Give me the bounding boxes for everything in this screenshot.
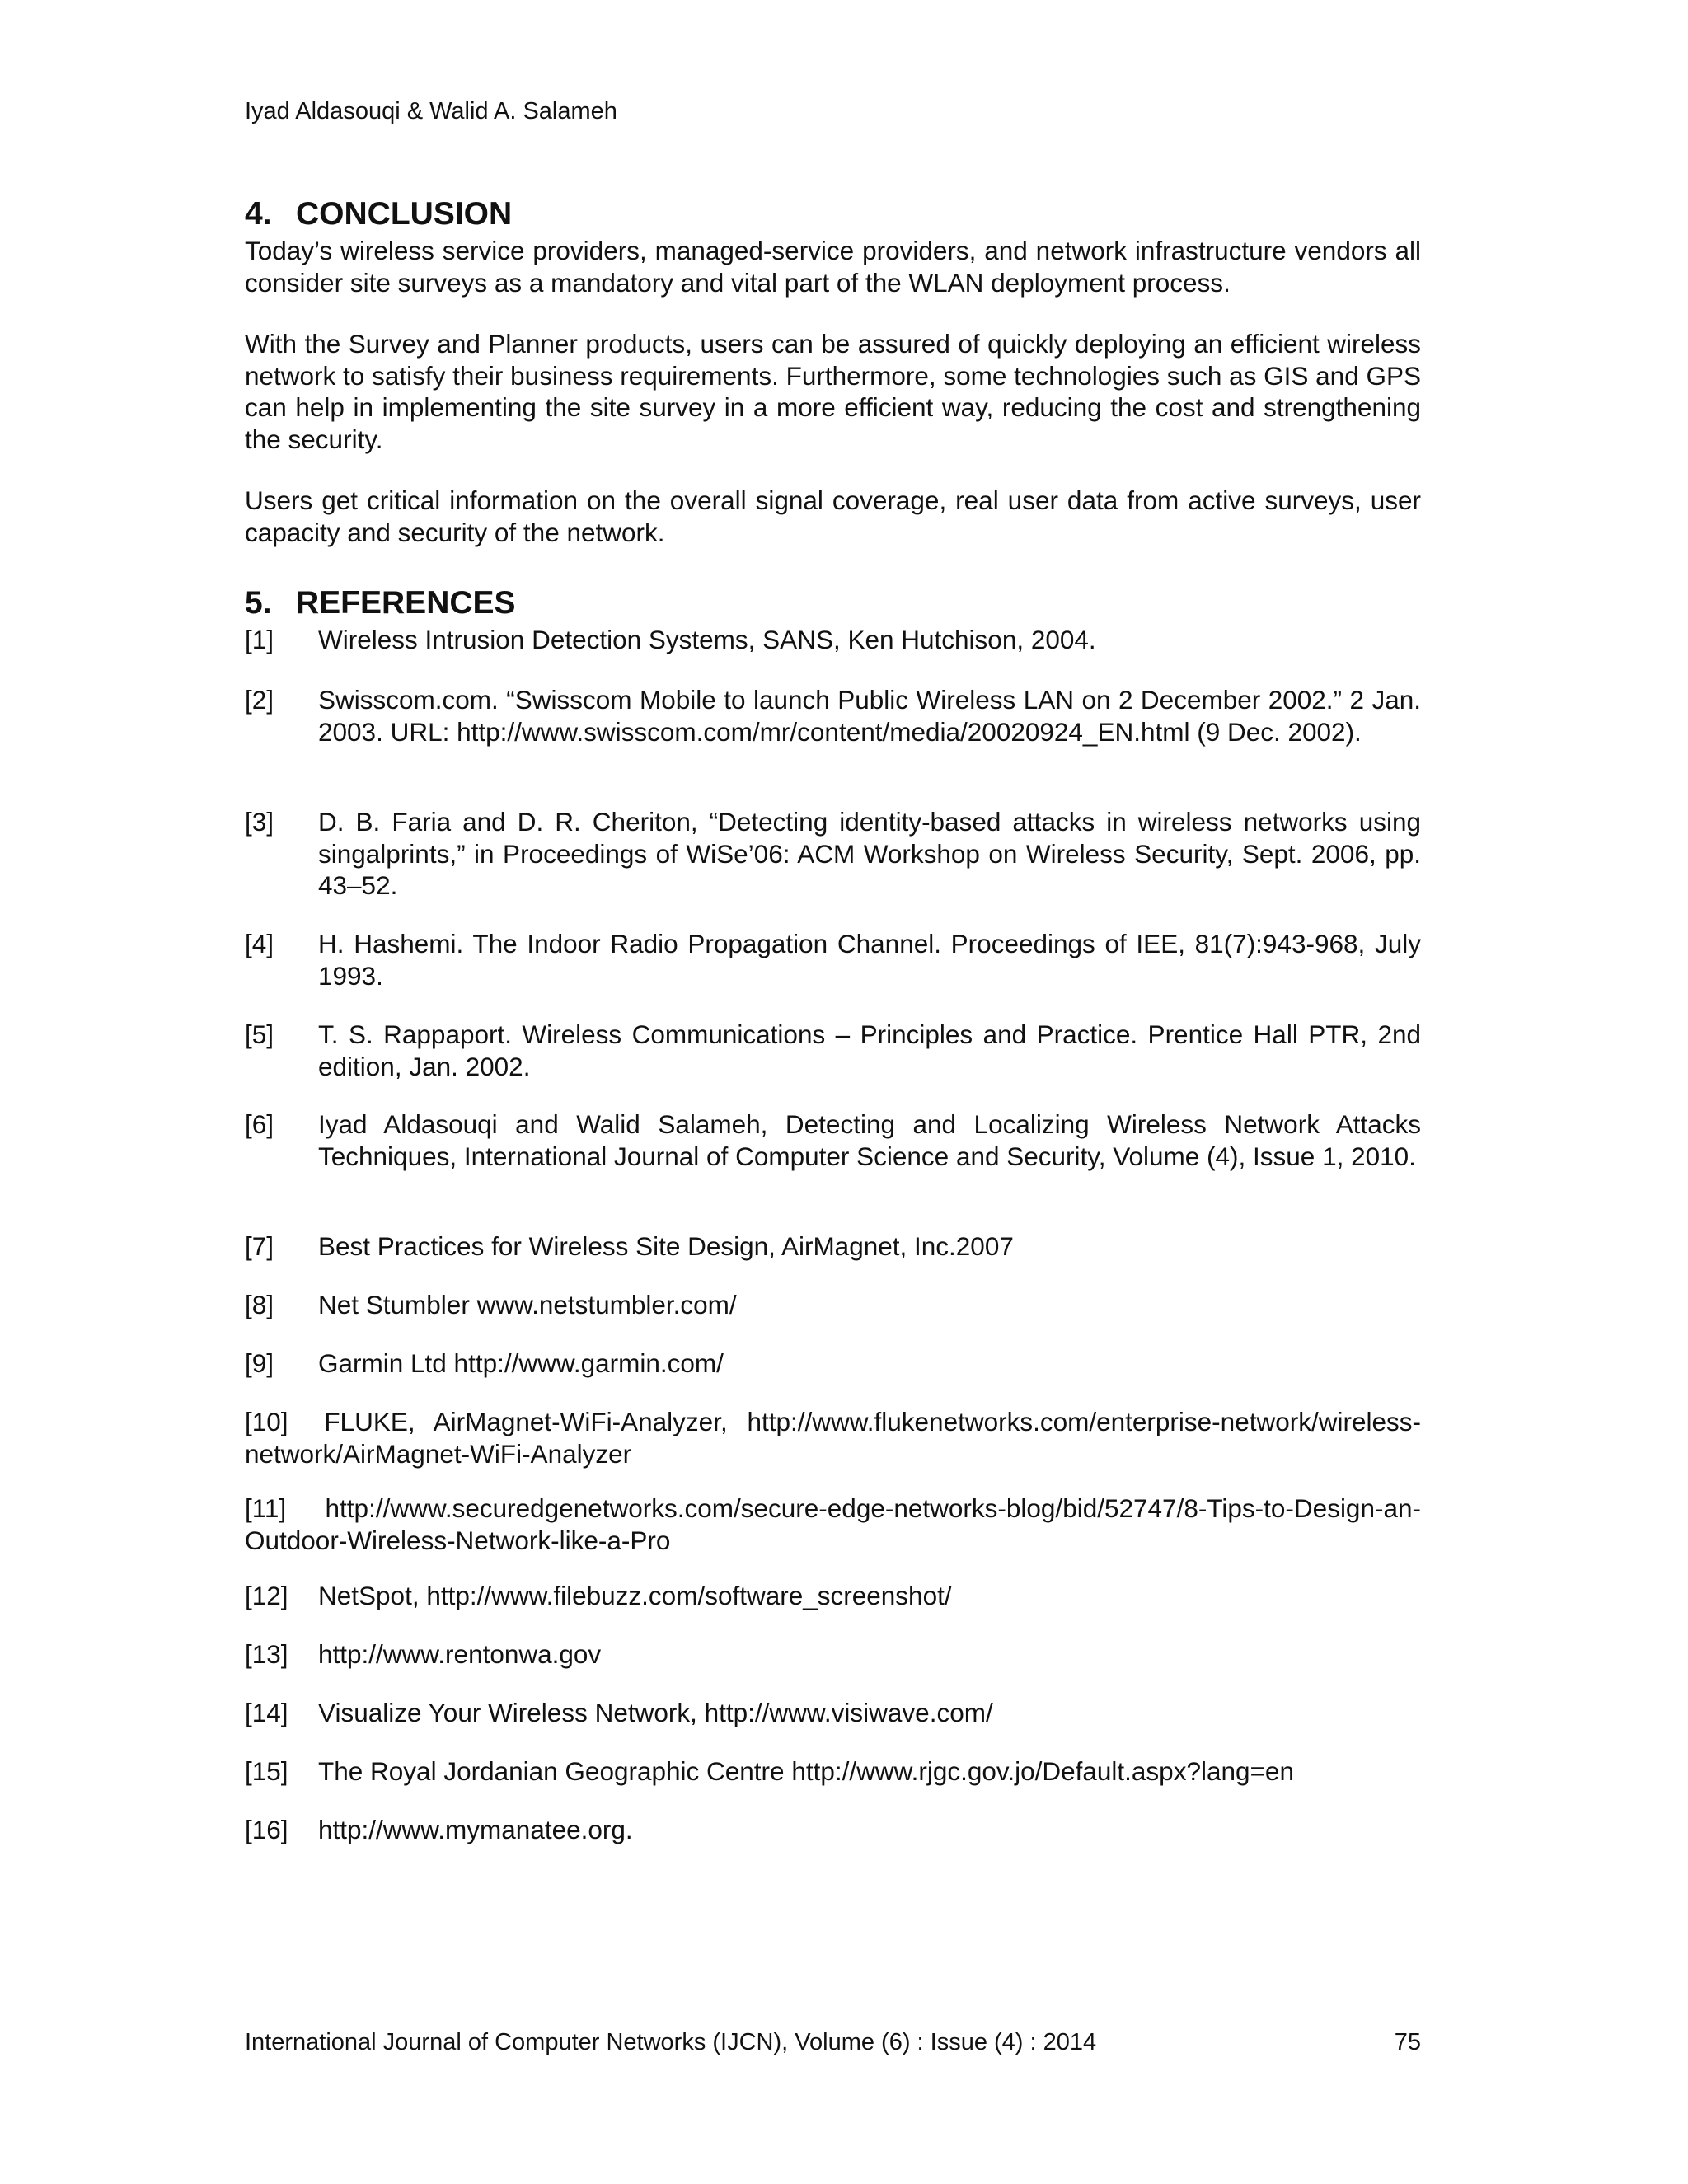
reference-item-5: [245, 1019, 1421, 1082]
reference-text: Garmin Ltd http://www.garmin.com/: [318, 1348, 724, 1378]
reference-item-1: [245, 624, 1421, 656]
reference-text: Net Stumbler www.netstumbler.com/: [318, 1290, 737, 1319]
reference-text: http://www.rentonwa.gov: [318, 1639, 602, 1669]
reference-item-16: [245, 1814, 1421, 1846]
reference-item-6: [245, 1108, 1421, 1172]
reference-number: [3]: [245, 807, 274, 837]
conclusion-section-title: CONCLUSION: [296, 196, 513, 232]
reference-item-2: [245, 684, 1421, 748]
reference-number: [10]: [245, 1407, 288, 1436]
conclusion-paragraph-3: Users get critical information on the overall signal coverage, real user data from active surveys, user capacity and security of the network.: [245, 485, 1421, 547]
reference-number: [9]: [245, 1348, 274, 1378]
reference-item-13: [245, 1638, 1421, 1671]
conclusion-heading: [245, 195, 512, 233]
reference-text: Visualize Your Wireless Network, http://www.visiwave.com/: [318, 1698, 993, 1727]
conclusion-paragraph-1: Today’s wireless service providers, managed-service providers, and network infrastructure vendors all consider site surveys as a mandatory and vital part of the WLAN deployment process.: [245, 236, 1421, 298]
reference-text: NetSpot, http://www.filebuzz.com/software_screenshot/: [318, 1581, 952, 1610]
page-footer: [245, 2027, 1421, 2057]
references-heading: [245, 584, 516, 622]
reference-item-10: [245, 1406, 1421, 1469]
references-section-number: 5.: [245, 585, 272, 621]
reference-item-15: [245, 1755, 1421, 1788]
reference-number: [4]: [245, 929, 274, 958]
reference-item-9: [245, 1347, 1421, 1380]
reference-number: [14]: [245, 1698, 288, 1727]
reference-number: [2]: [245, 685, 274, 715]
reference-item-11: [245, 1493, 1421, 1556]
reference-text: The Royal Jordanian Geographic Centre http://www.rjgc.gov.jo/Default.aspx?lang=en: [318, 1756, 1294, 1786]
reference-number: [7]: [245, 1231, 274, 1261]
reference-number: [16]: [245, 1815, 288, 1844]
reference-number: [15]: [245, 1756, 288, 1786]
reference-text: Wireless Intrusion Detection Systems, SANS, Ken Hutchison, 2004.: [318, 625, 1096, 654]
conclusion-section-number: 4.: [245, 196, 272, 232]
reference-number: [8]: [245, 1290, 274, 1319]
reference-text: Swisscom.com. “Swisscom Mobile to launch Public Wireless LAN on 2 December 2002.” 2 Jan. 2003. URL: http://www.swisscom.com/mr/content/media/20020924_EN.html (9 Dec. 2002).: [318, 685, 1421, 747]
reference-text: Best Practices for Wireless Site Design, AirMagnet, Inc.2007: [318, 1231, 1014, 1261]
reference-text: D. B. Faria and D. R. Cheriton, “Detecting identity-based attacks in wireless networks using singalprints,” in Proceedings of WiSe’06: ACM Workshop on Wireless Security, Sept. 2006, pp. 43–52.: [318, 807, 1421, 900]
conclusion-paragraph-2: With the Survey and Planner products, users can be assured of quickly deploying an efficient wireless network to satisfy their business requirements. Furthermore, some technologies such as GIS and GPS can help in implementing the site survey in a more efficient way, reducing the cost and strengthening the security.: [245, 329, 1421, 454]
reference-text: http://www.mymanatee.org.: [318, 1815, 633, 1844]
reference-item-14: [245, 1697, 1421, 1729]
reference-item-3: [245, 806, 1421, 902]
reference-item-4: [245, 928, 1421, 991]
reference-text: Iyad Aldasouqi and Walid Salameh, Detecting and Localizing Wireless Network Attacks Techniques, International Journal of Computer Science and Security, Volume (4), Issue 1, 2010.: [318, 1109, 1421, 1171]
journal-citation: International Journal of Computer Networks (IJCN), Volume (6) : Issue (4) : 2014: [245, 2029, 1097, 2055]
reference-text: FLUKE, AirMagnet-WiFi-Analyzer, http://www.flukenetworks.com/enterprise-network/wireless-network/AirMagnet-WiFi-Analyzer: [245, 1407, 1421, 1469]
reference-number: [5]: [245, 1019, 274, 1049]
reference-number: [1]: [245, 625, 274, 654]
reference-item-7: [245, 1230, 1421, 1263]
references-section-title: REFERENCES: [296, 585, 516, 621]
reference-number: [6]: [245, 1109, 274, 1139]
reference-text: H. Hashemi. The Indoor Radio Propagation Channel. Proceedings of IEE, 81(7):943-968, July 1993.: [318, 929, 1421, 991]
running-header-authors: Iyad Aldasouqi & Walid A. Salameh: [245, 98, 617, 124]
reference-item-8: [245, 1289, 1421, 1321]
reference-item-12: [245, 1580, 1421, 1612]
reference-text: T. S. Rappaport. Wireless Communications – Principles and Practice. Prentice Hall PTR, 2nd edition, Jan. 2002.: [318, 1019, 1421, 1081]
reference-text: http://www.securedgenetworks.com/secure-edge-networks-blog/bid/52747/8-Tips-to-Design-an-Outdoor-Wireless-Network-like-a-Pro: [245, 1493, 1421, 1555]
reference-number: [11]: [245, 1493, 287, 1523]
reference-number: [12]: [245, 1581, 288, 1610]
page-number: 75: [1394, 2029, 1421, 2055]
reference-number: [13]: [245, 1639, 288, 1669]
